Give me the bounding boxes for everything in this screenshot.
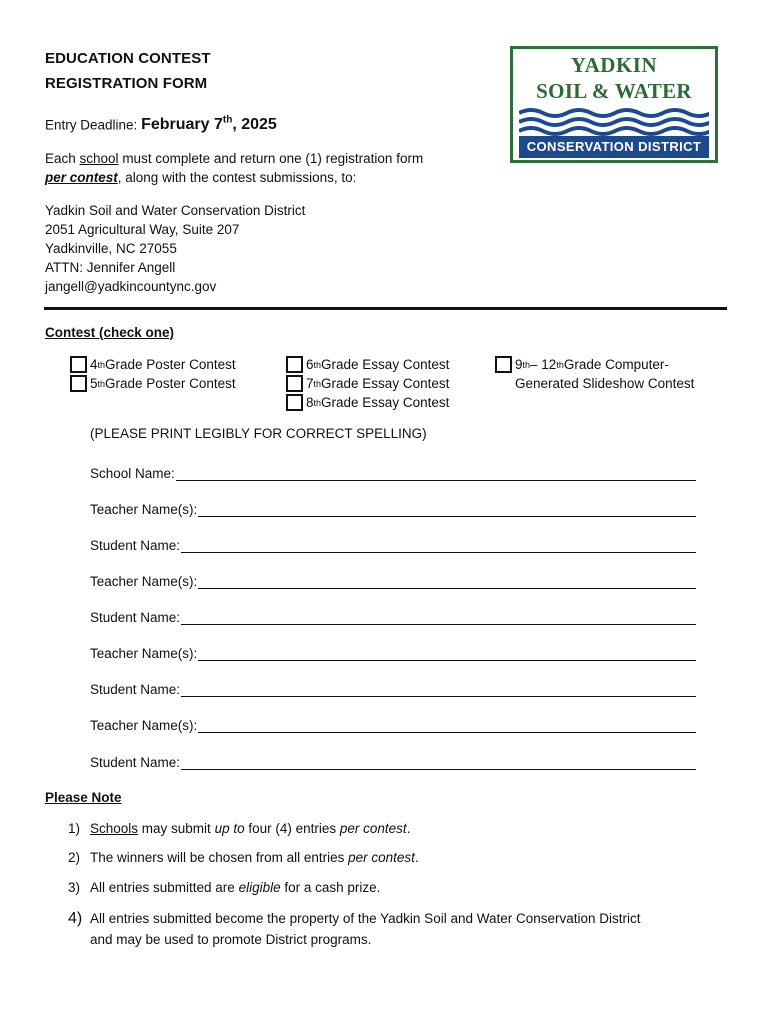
contest-option-8th-essay[interactable]: 8 th Grade Essay Contest — [286, 393, 449, 412]
field-line[interactable] — [181, 681, 696, 697]
contest-option-6th-essay[interactable]: 6 th Grade Essay Contest — [286, 355, 449, 374]
field-label: Teacher Name(s): — [90, 718, 198, 733]
please-note-heading: Please Note — [45, 790, 122, 805]
student-name-field[interactable] — [90, 609, 696, 625]
intro-line1: Each school must complete and return one (1) registration form — [45, 151, 424, 166]
contest-column-essay — [286, 355, 449, 412]
student-name-field[interactable] — [90, 681, 696, 697]
district-logo — [510, 46, 718, 163]
checkbox[interactable] — [286, 356, 303, 373]
intro-line2: per contest, along with the contest submissions, to: — [45, 170, 357, 185]
field-line[interactable] — [181, 537, 696, 553]
contest-option-5th-poster[interactable]: 5 th Grade Poster Contest — [70, 374, 236, 393]
field-line[interactable] — [198, 501, 696, 517]
logo-text-yadkin: YADKIN — [570, 53, 658, 77]
note-item-3: 3) All entries submitted are eligible for a cash prize. — [68, 880, 381, 895]
contest-column-slideshow — [495, 355, 694, 393]
checkbox[interactable] — [286, 375, 303, 392]
teacher-name-field[interactable] — [90, 645, 696, 661]
student-name-field[interactable] — [90, 754, 696, 770]
logo-band-conservation: CONSERVATION DISTRICT — [519, 136, 709, 158]
logo-text-soil-water: SOIL & WATER — [536, 79, 692, 103]
address-line: ATTN: Jennifer Angell — [45, 260, 176, 275]
field-label: Student Name: — [90, 538, 181, 553]
deadline-date: February 7th, 2025 — [141, 115, 277, 134]
field-line[interactable] — [198, 573, 696, 589]
field-line[interactable] — [176, 465, 696, 481]
form-title-line1: EDUCATION CONTEST — [45, 50, 211, 67]
teacher-name-field[interactable] — [90, 717, 696, 733]
note-item-4: 4) All entries submitted become the property of the Yadkin Soil and Water Conservation District and may be used to promote District programs. — [68, 910, 641, 947]
entry-deadline — [45, 115, 277, 134]
field-label: Student Name: — [90, 755, 181, 770]
checkbox[interactable] — [286, 394, 303, 411]
teacher-name-field[interactable] — [90, 573, 696, 589]
checkbox[interactable] — [495, 356, 512, 373]
address-line: Yadkinville, NC 27055 — [45, 241, 177, 256]
field-line[interactable] — [198, 717, 696, 733]
contest-option-4th-poster[interactable]: 4 th Grade Poster Contest — [70, 355, 236, 374]
contest-column-poster — [70, 355, 236, 393]
field-line[interactable] — [198, 645, 696, 661]
address-line: Yadkin Soil and Water Conservation District — [45, 203, 306, 218]
checkbox[interactable] — [70, 356, 87, 373]
teacher-name-field[interactable] — [90, 501, 696, 517]
print-legibly-note: (PLEASE PRINT LEGIBLY FOR CORRECT SPELLING) — [90, 426, 427, 441]
field-label: Student Name: — [90, 610, 181, 625]
address-email: jangell@yadkincountync.gov — [45, 279, 217, 294]
contest-heading: Contest (check one) — [45, 325, 175, 340]
field-line[interactable] — [181, 609, 696, 625]
field-label: Student Name: — [90, 682, 181, 697]
field-label: Teacher Name(s): — [90, 646, 198, 661]
contest-option-7th-essay[interactable]: 7 th Grade Essay Contest — [286, 374, 449, 393]
field-label: Teacher Name(s): — [90, 502, 198, 517]
note-item-2: 2) The winners will be chosen from all entries per contest. — [68, 850, 419, 865]
mailing-address — [45, 201, 305, 296]
field-line[interactable] — [181, 754, 696, 770]
waves-icon — [519, 107, 709, 137]
deadline-label: Entry Deadline: — [45, 117, 138, 133]
address-line: 2051 Agricultural Way, Suite 207 — [45, 222, 240, 237]
checkbox[interactable] — [70, 375, 87, 392]
note-item-1: 1) Schools may submit up to four (4) entries per contest. — [68, 821, 411, 836]
school-name-field[interactable] — [90, 465, 696, 481]
student-name-field[interactable] — [90, 537, 696, 553]
section-divider — [44, 307, 727, 310]
field-label: School Name: — [90, 466, 175, 481]
form-title-line2: REGISTRATION FORM — [45, 75, 208, 92]
contest-option-slideshow-cont: Generated Slideshow Contest — [515, 376, 695, 391]
field-label: Teacher Name(s): — [90, 574, 198, 589]
contest-option-9-12-slideshow[interactable]: 9 th – 12 th Grade Computer- — [495, 355, 694, 374]
